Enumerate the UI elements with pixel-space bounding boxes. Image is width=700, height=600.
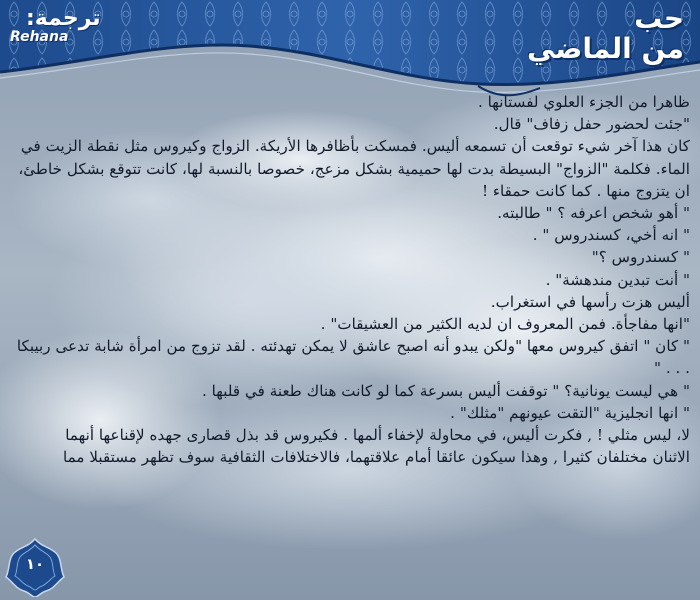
translation-label: ترجمة: xyxy=(26,6,101,31)
page-number: ١٠ xyxy=(25,555,45,573)
text-line: كان هذا آخر شيء توقعت أن تسمعه أليس. فمسكت بأظافرها الأريكة. الزواج وكيروس مثل نقطة الزيت في xyxy=(20,137,690,156)
title-line-1: حب xyxy=(634,2,684,35)
text-line: " كسندروس ؟" xyxy=(591,248,690,267)
text-line: " كان " اتفق كيروس معها "ولكن يبدو أنه اصبح عاشق لا يمكن تهدئته . لقد تزوج من امرأة شابة تدعى ربيبكا xyxy=(16,337,690,356)
translator-name: Rehana xyxy=(10,29,69,45)
title-line-2: من الماضي xyxy=(526,32,684,65)
text-line: الماء. فكلمة "الزواج" البسيطة بدت لها حميمية بشكل مزعج، خصوصا بالنسبة لها، كانت تتوقع بشكل خاطئ، xyxy=(18,159,690,178)
text-line: ظاهرا من الجزء العلوي لفستانها . xyxy=(477,93,690,111)
story-text xyxy=(6,91,690,468)
translator-credit xyxy=(10,6,101,45)
text-line: " أنت تبدين مندهشة" . xyxy=(545,270,690,289)
text-line: " أهو شخص اعرفه ؟ " طالبته. xyxy=(497,204,690,223)
text-line: "جئت لحضور حفل زفاف" قال. xyxy=(493,115,690,134)
text-line: ان يتزوج منها . كما كانت حمقاء ! xyxy=(481,181,690,200)
text-line: أليس هزت رأسها في استغراب. xyxy=(490,292,690,311)
story-title xyxy=(527,4,684,64)
text-line: الاثنان مختلفان كثيرا , وهذا سيكون عائقا أمام علاقتهما، فالاختلافات الثقافية سوف تظهر مستقبلا مما xyxy=(62,448,690,467)
text-line: " هي ليست يونانية؟ " توقفت أليس بسرعة كما لو كانت هناك طعنة في قلبها . xyxy=(202,381,690,400)
text-line: "انها مفاجأة. فمن المعروف ان لديه الكثير من العشيقات" . xyxy=(320,315,690,334)
text-line: . . . " xyxy=(654,359,690,378)
text-line: " انها انجليزية "التقت عيونهم "مثلك" . xyxy=(450,403,690,422)
text-line: لا، ليس مثلي ! , فكرت أليس، في محاولة لإخفاء ألمها . فكيروس قد بذل قصارى جهده لإقناعها أنهما xyxy=(65,426,690,445)
text-line: " انه أخي، كسندروس " . xyxy=(532,226,690,245)
